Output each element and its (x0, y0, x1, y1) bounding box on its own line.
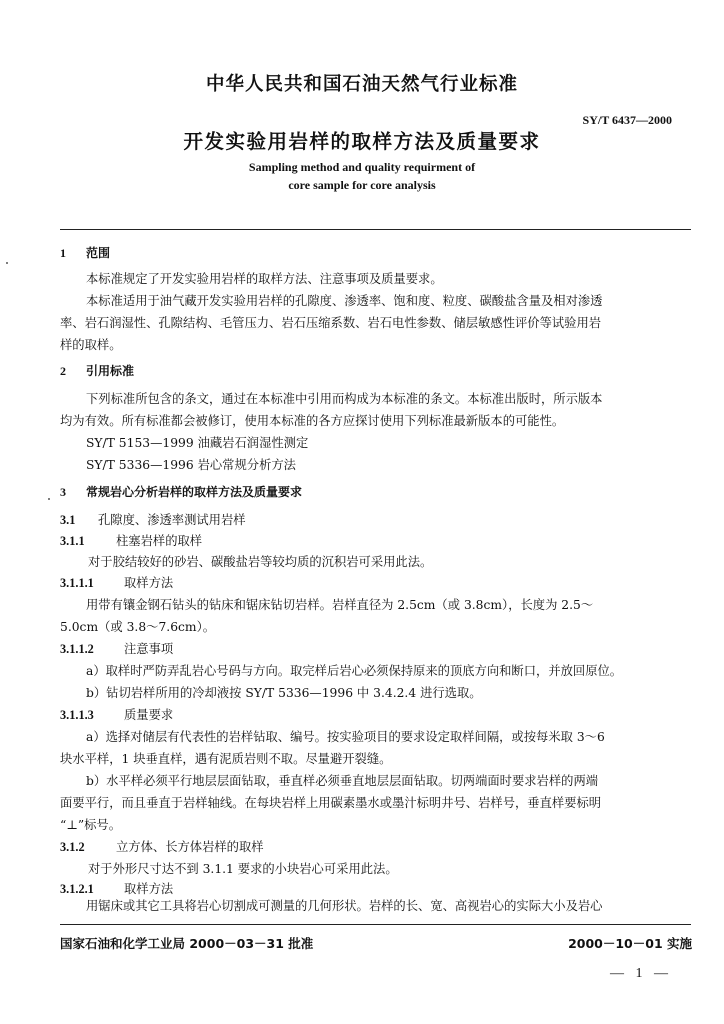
document-title-english-line1: Sampling method and quality requirment of (248, 160, 476, 174)
document-title-chinese: 开发实验用岩样的取样方法及质量要求 (183, 130, 541, 153)
header-divider (60, 229, 691, 230)
scan-speck (6, 262, 8, 264)
clause-3-1-1-2-heading: 3.1.1.2 注意事项 (60, 642, 174, 656)
paragraph: 本标准适用于油气藏开发实验用岩样的孔隙度、渗透率、饱和度、粒度、碳酸盐含量及相对渗透 (86, 294, 603, 308)
approval-date: 国家石油和化学工业局 2000－03－31 批准 (60, 936, 314, 951)
issuing-organization: 中华人民共和国石油天然气行业标准 (205, 74, 518, 95)
clause-3-1-1-1-heading: 3.1.1.1 取样方法 (60, 576, 174, 590)
scan-speck (48, 498, 50, 500)
reference-standard: SY/T 5153—1999 油藏岩石润湿性测定 (86, 436, 309, 450)
section-3-heading: 3 常规岩心分析岩样的取样方法及质量要求 (60, 485, 303, 499)
footer-divider (60, 924, 691, 925)
paragraph: 本标准规定了开发实验用岩样的取样方法、注意事项及质量要求。 (86, 272, 443, 286)
paragraph: 用带有镶金钢石钻头的钻床和锯床钻切岩样。岩样直径为 2.5cm（或 3.8cm），长度为 2.5～ (86, 598, 594, 612)
page-number: — 1 — (610, 966, 672, 981)
list-item: b）水平样必须平行地层层面钻取，垂直样必须垂直地层层面钻取。切两端面时要求岩样的两端 (86, 774, 599, 788)
paragraph-continuation: 均为有效。所有标准都会被修订，使用本标准的各方应探讨使用下列标准最新版本的可能性。 (60, 414, 565, 428)
standard-number: SY/T 6437—2000 (582, 113, 672, 127)
paragraph: 对于胶结较好的砂岩、碳酸盐岩等较均质的沉积岩可采用此法。 (88, 555, 433, 569)
subsection-3-1-2-heading: 3.1.2 立方体、长方体岩样的取样 (60, 840, 264, 854)
paragraph-continuation: 率、岩石润湿性、孔隙结构、毛管压力、岩石压缩系数、岩石电性参数、储层敏感性评价等试验用岩 (60, 316, 602, 330)
section-2-heading: 2 引用标准 (60, 364, 135, 378)
subsection-3-1-1-heading: 3.1.1 柱塞岩样的取样 (60, 534, 203, 548)
clause-3-1-1-3-heading: 3.1.1.3 质量要求 (60, 708, 174, 722)
subsection-3-1-heading: 3.1 孔隙度、渗透率测试用岩样 (60, 513, 246, 527)
reference-standard: SY/T 5336—1996 岩心常规分析方法 (86, 458, 296, 472)
list-item-continuation: “⊥”标号。 (60, 818, 122, 832)
list-item: b）钻切岩样所用的冷却液按 SY/T 5336—1996 中 3.4.2.4 进行选取。 (86, 686, 482, 700)
effective-date: 2000－10－01 实施 (568, 936, 692, 951)
list-item-continuation: 面要平行，而且垂直于岩样轴线。在每块岩样上用碳素墨水或墨汁标明井号、岩样号，垂直样要标明 (60, 796, 602, 810)
document-title-english-line2: core sample for core analysis (288, 178, 436, 192)
paragraph: 用锯床或其它工具将岩心切割成可测量的几何形状。岩样的长、宽、高视岩心的实际大小及岩心 (86, 899, 603, 913)
paragraph: 下列标准所包含的条文，通过在本标准中引用而构成为本标准的条文。本标准出版时，所示版本 (86, 392, 603, 406)
clause-3-1-2-1-heading: 3.1.2.1 取样方法 (60, 882, 174, 896)
paragraph-continuation: 样的取样。 (60, 338, 122, 352)
list-item: a）取样时严防弄乱岩心号码与方向。取完样后岩心必须保持原来的顶底方向和断口，并放回原位。 (86, 664, 623, 678)
paragraph: 对于外形尺寸达不到 3.1.1 要求的小块岩心可采用此法。 (88, 862, 398, 876)
list-item: a）选择对储层有代表性的岩样钻取、编号。按实验项目的要求设定取样间隔，或按每米取 3～6 (86, 730, 605, 744)
section-1-heading: 1 范围 (60, 246, 111, 260)
paragraph-continuation: 5.0cm（或 3.8～7.6cm）。 (60, 620, 216, 634)
list-item-continuation: 块水平样，1 块垂直样，遇有泥质岩则不取。尽量避开裂缝。 (60, 752, 392, 766)
